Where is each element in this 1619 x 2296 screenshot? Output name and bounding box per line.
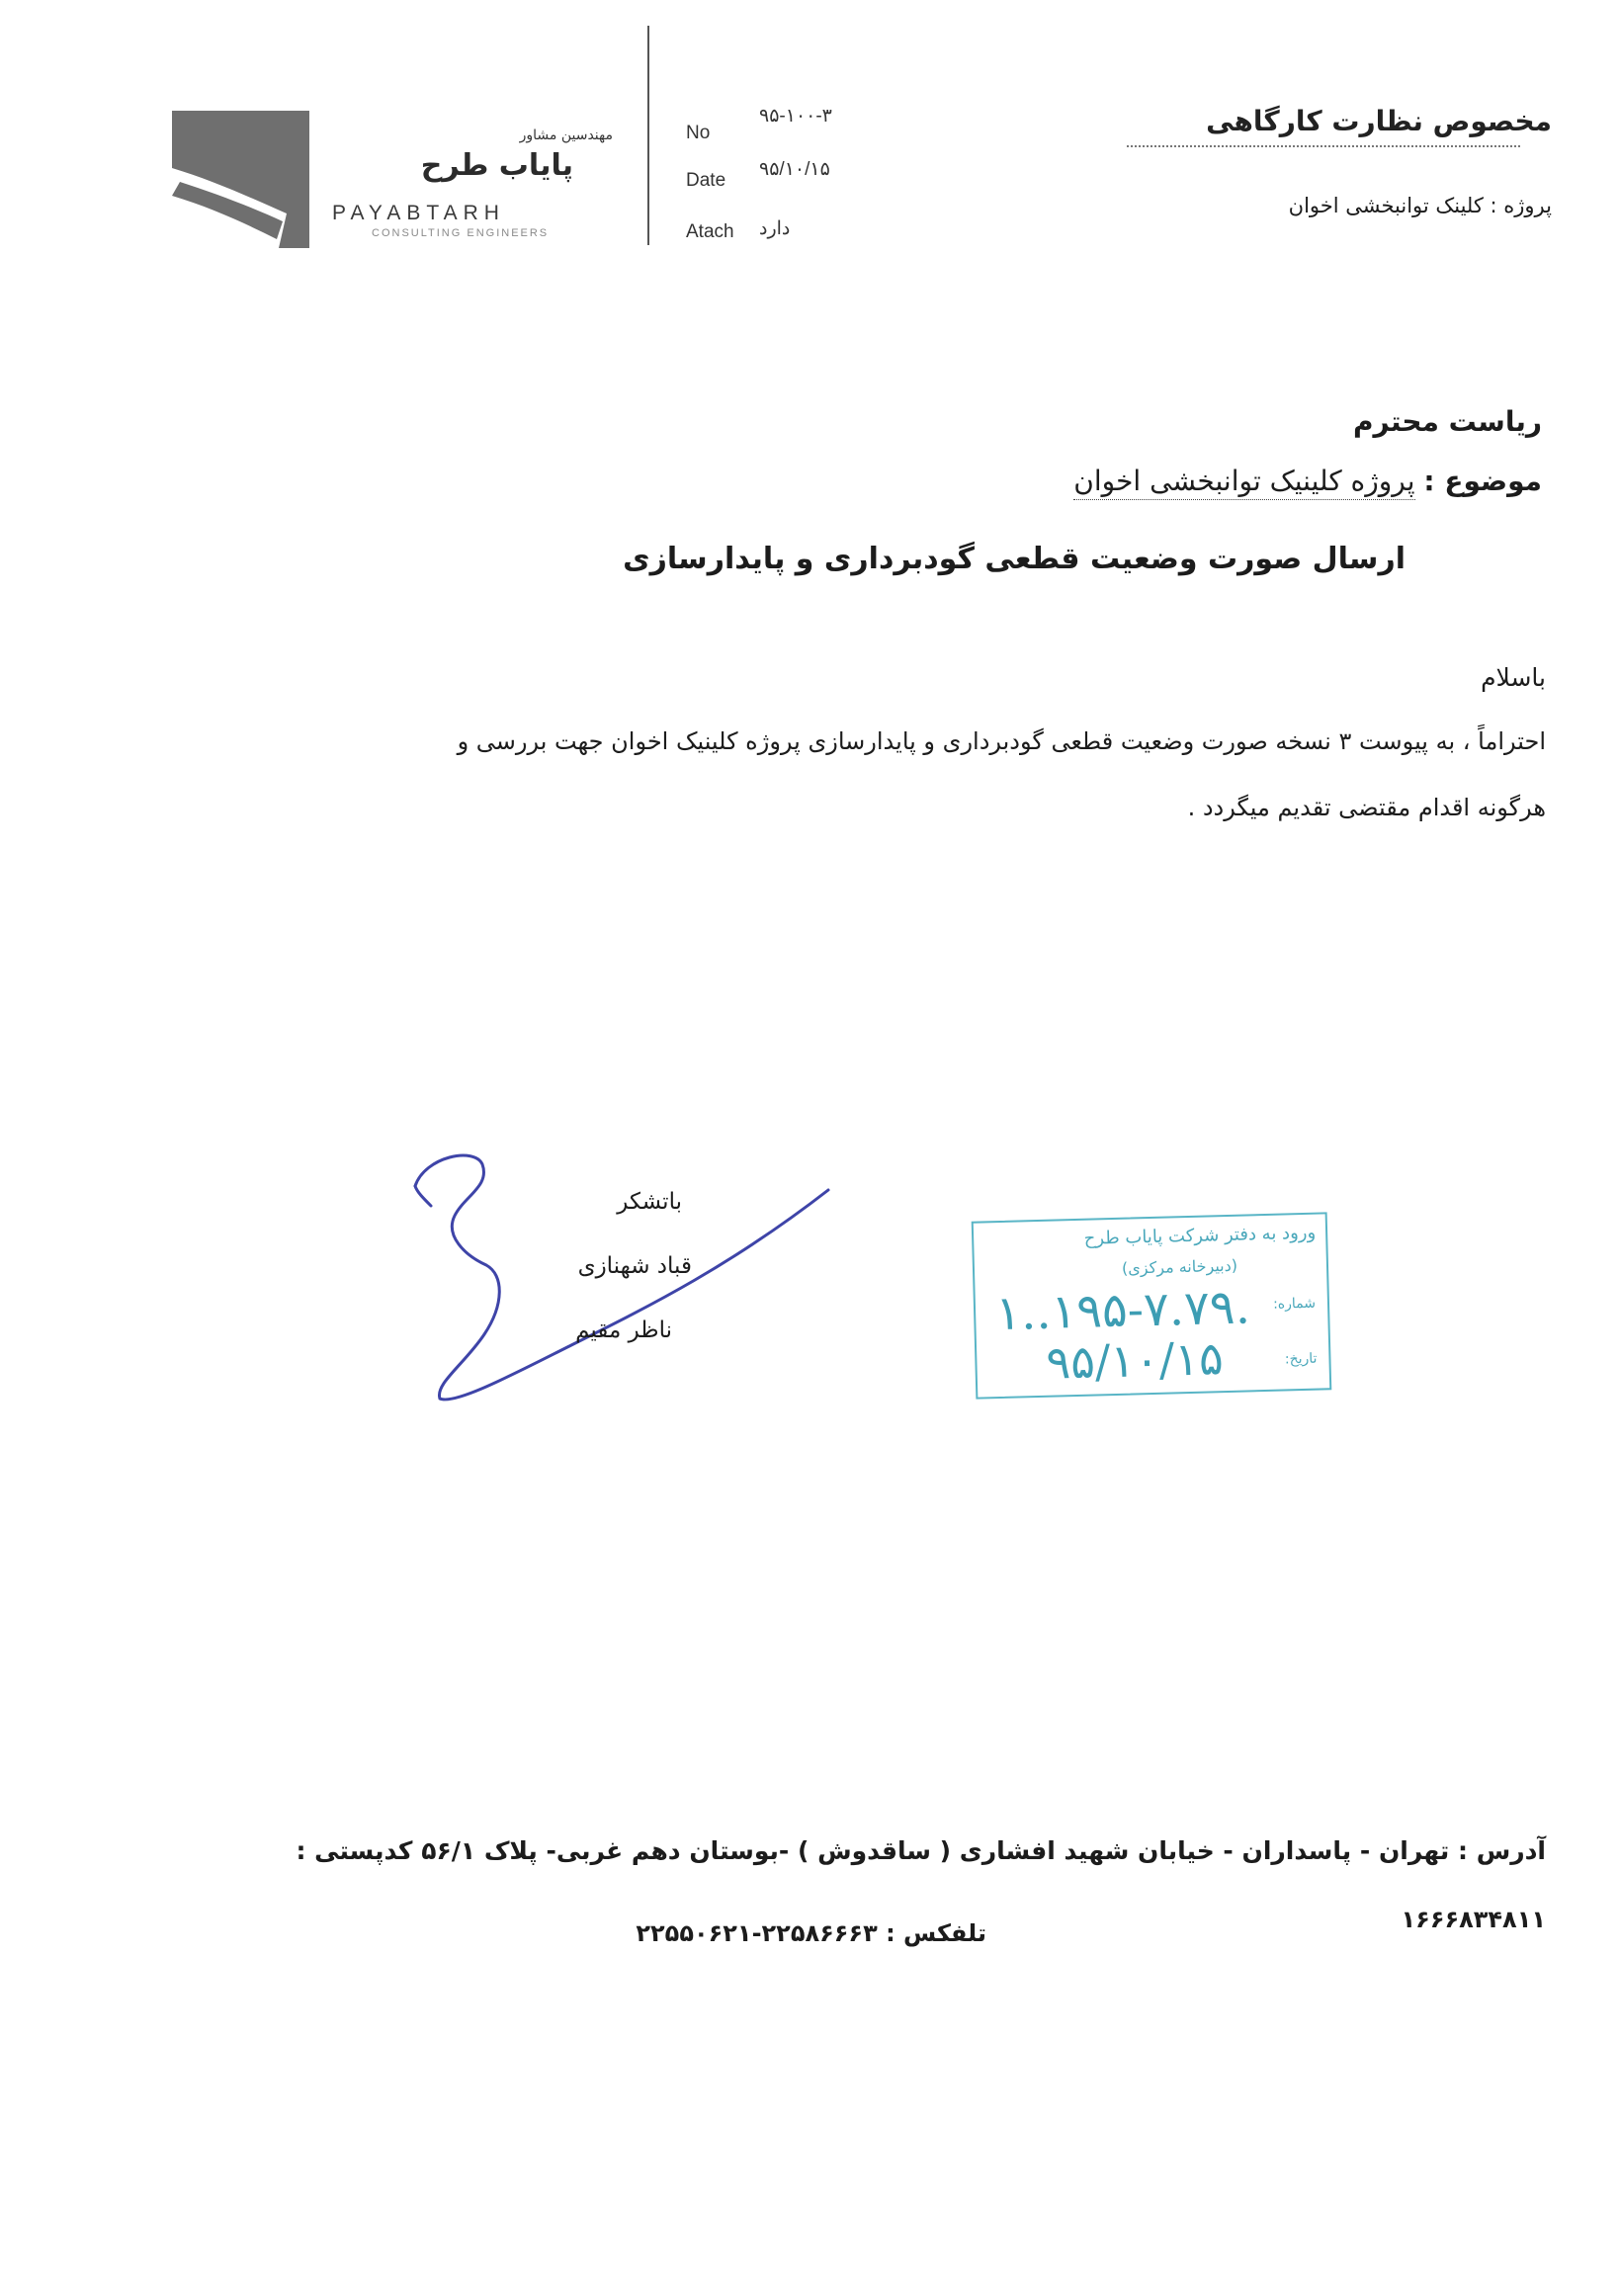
- footer-postal-code: ۱۶۶۶۸۳۴۸۱۱: [1401, 1906, 1546, 1933]
- body-text-line-1: احتراماً ، به پیوست ۳ نسخه صورت وضعیت قطعی گودبرداری و پایدارسازی پروژه کلینیک اخوان جهت بررسی و: [457, 727, 1546, 755]
- header-divider: [647, 26, 649, 245]
- body-text-line-2: هرگونه اقدام مقتضی تقدیم میگردد .: [1187, 794, 1546, 821]
- stamp-subheading: (دبیرخانه مرکزی): [1121, 1255, 1238, 1278]
- subject-label: موضوع :: [1423, 465, 1542, 497]
- category-underline: [1127, 145, 1520, 147]
- signature-closing: باتشکر: [617, 1189, 682, 1215]
- date-label: Date: [686, 170, 726, 191]
- greeting: باسلام: [1481, 663, 1546, 692]
- logo-english-subtitle: CONSULTING ENGINEERS: [372, 227, 550, 239]
- date-value: ۹۵/۱۰/۱۵: [759, 159, 830, 180]
- handwritten-signature: [395, 1147, 850, 1413]
- subject-row: [1073, 465, 1542, 497]
- stamp-heading: ورود به دفتر شرکت پایاب طرح: [1083, 1222, 1317, 1249]
- number-label: No: [686, 123, 711, 143]
- footer-address: آدرس : تهران - پاسداران - خیابان شهید افشاری ( ساقدوش ) -بوستان دهم غربی- پلاک ۵۶/۱ کدپستی :: [296, 1836, 1546, 1865]
- footer-phone: تلفکس : ۲۲۵۸۶۶۶۳-۲۲۵۵۰۶۲۱: [636, 1919, 986, 1947]
- number-value: ۹۵-۱۰۰-۳: [759, 106, 832, 127]
- stamp-date-label: تاریخ:: [1284, 1350, 1318, 1368]
- subject-value: پروژه کلینیک توانبخشی اخوان: [1073, 465, 1414, 500]
- logo-english-name: PAYABTARH: [332, 202, 505, 224]
- attachment-label: Atach: [686, 221, 734, 242]
- signatory-role: ناظر مقیم: [575, 1318, 672, 1343]
- letter-title: ارسال صورت وضعیت قطعی گودبرداری و پایدارسازی: [623, 542, 1406, 576]
- salutation: ریاست محترم: [1353, 405, 1542, 438]
- logo-persian-subtitle: مهندسین مشاور: [519, 128, 613, 143]
- document-category: مخصوص نظارت کارگاهی: [1206, 105, 1552, 137]
- stamp-date: ۹۵/۱۰/۱۵: [1045, 1331, 1225, 1390]
- signatory-name: قباد شهنازی: [577, 1253, 692, 1279]
- company-logo-mark: [172, 111, 309, 248]
- attachment-value: دارد: [759, 218, 791, 239]
- stamp-number-label: شماره:: [1272, 1295, 1317, 1313]
- project-line: پروژه : کلینک توانبخشی اخوان: [1288, 194, 1552, 217]
- receipt-stamp: [972, 1212, 1332, 1399]
- stamp-number: ۱..۱۹۵-۷.۷۹.: [994, 1279, 1251, 1342]
- logo-persian-name: پایاب طرح: [420, 148, 573, 183]
